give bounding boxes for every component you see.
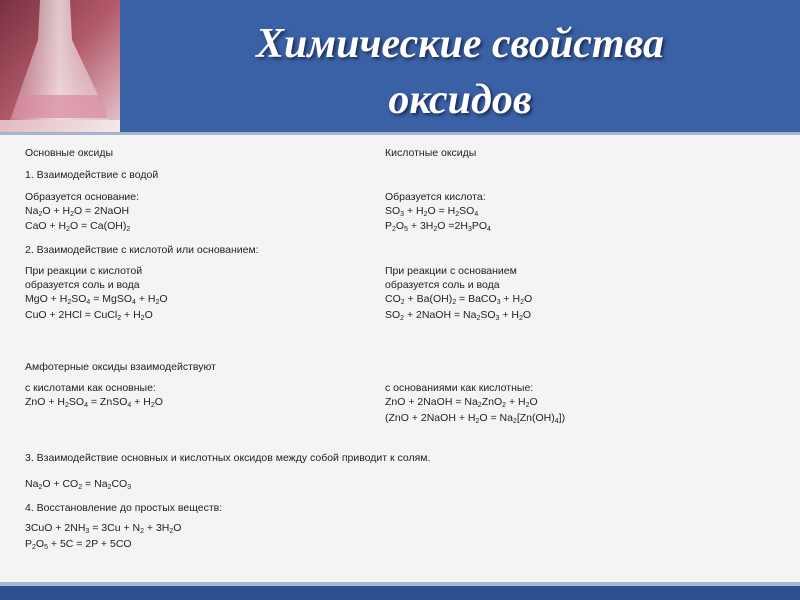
section2-right-line2: образуется соль и вода: [385, 279, 500, 291]
title-banner: [0, 0, 800, 132]
page-title-line-1: Химические свойства: [255, 21, 665, 67]
title-area: [120, 0, 800, 132]
section1-right-intro: Образуется кислота:: [385, 191, 486, 203]
amphoteric-right-eq1: ZnO + 2NaOH = $Na_2ZnO_2 + H_2O$: [385, 396, 538, 409]
section1-left-eq2: CaO + $H_2O = Ca(OH)_2$: [25, 220, 131, 233]
section3-heading: 3. Взаимодействие основных и кислотных оксидов между собой приводит к солям.: [25, 452, 431, 464]
section2-right-line1: При реакции с основанием: [385, 265, 517, 277]
section1-left-eq1: $Na_2O + H_2O$ = 2NaOH: [25, 205, 130, 218]
section2-heading: 2. Взаимодействие с кислотой или основанием:: [25, 244, 259, 256]
amphoteric-right-intro: с основаниями как кислотные:: [385, 382, 534, 394]
acidic-oxides-heading: Кислотные оксиды: [385, 147, 477, 159]
section2-left-eq1: MgO + $H_2SO_4$ = MgSO$_4$ + $H_2O$: [25, 293, 168, 306]
amphoteric-right-eq2: (ZnO + 2NaOH + $H_2O = Na_2[Zn(OH)_4]$): [385, 412, 566, 425]
section2-left-line2: образуется соль и вода: [25, 279, 140, 291]
page-title-line-2: оксидов: [388, 77, 532, 123]
section4-eq2: $P_2O_5 + 5C = 2P + 5CO$: [25, 538, 132, 551]
basic-oxides-heading: Основные оксиды: [25, 147, 114, 159]
section1-right-eq1: $SO_3 + H_2O = H_2SO_4$: [385, 205, 479, 218]
section3-eq1: $Na_2O + CO_2 = Na_2CO_3$: [25, 478, 132, 491]
section4-heading: 4. Восстановление до простых веществ:: [25, 502, 223, 514]
section4-eq1: $3CuO + 2NH_3 = 3Cu + N_2 + 3H_2O$: [25, 522, 182, 535]
section1-heading: 1. Взаимодействие с водой: [25, 169, 159, 181]
section1-left-intro: Образуется основание:: [25, 191, 140, 203]
section1-right-eq2: $P_2O_5 + 3H_2O =2H_3PO_4$: [385, 220, 491, 233]
amphoteric-heading: Амфотерные оксиды взаимодействуют: [25, 361, 216, 373]
section2-left-eq2: CuO + 2HCl = CuCl$_2$ + $H_2O$: [25, 309, 153, 322]
section2-right-eq2: $SO_2$ + 2NaOH = $Na_2SO_3 + H_2O$: [385, 309, 532, 322]
amphoteric-left-eq1: ZnO + $H_2SO_4$ = ZnSO$_4$ + $H_2O$: [25, 396, 163, 409]
amphoteric-left-intro: с кислотами как основные:: [25, 382, 156, 394]
footer-bar: [0, 586, 800, 600]
section2-left-line1: При реакции с кислотой: [25, 265, 143, 277]
section2-right-eq1: $CO_2 + Ba(OH)_2$ = BaCO$_3$ + $H_2O$: [385, 293, 533, 306]
flask-image: [0, 0, 120, 132]
